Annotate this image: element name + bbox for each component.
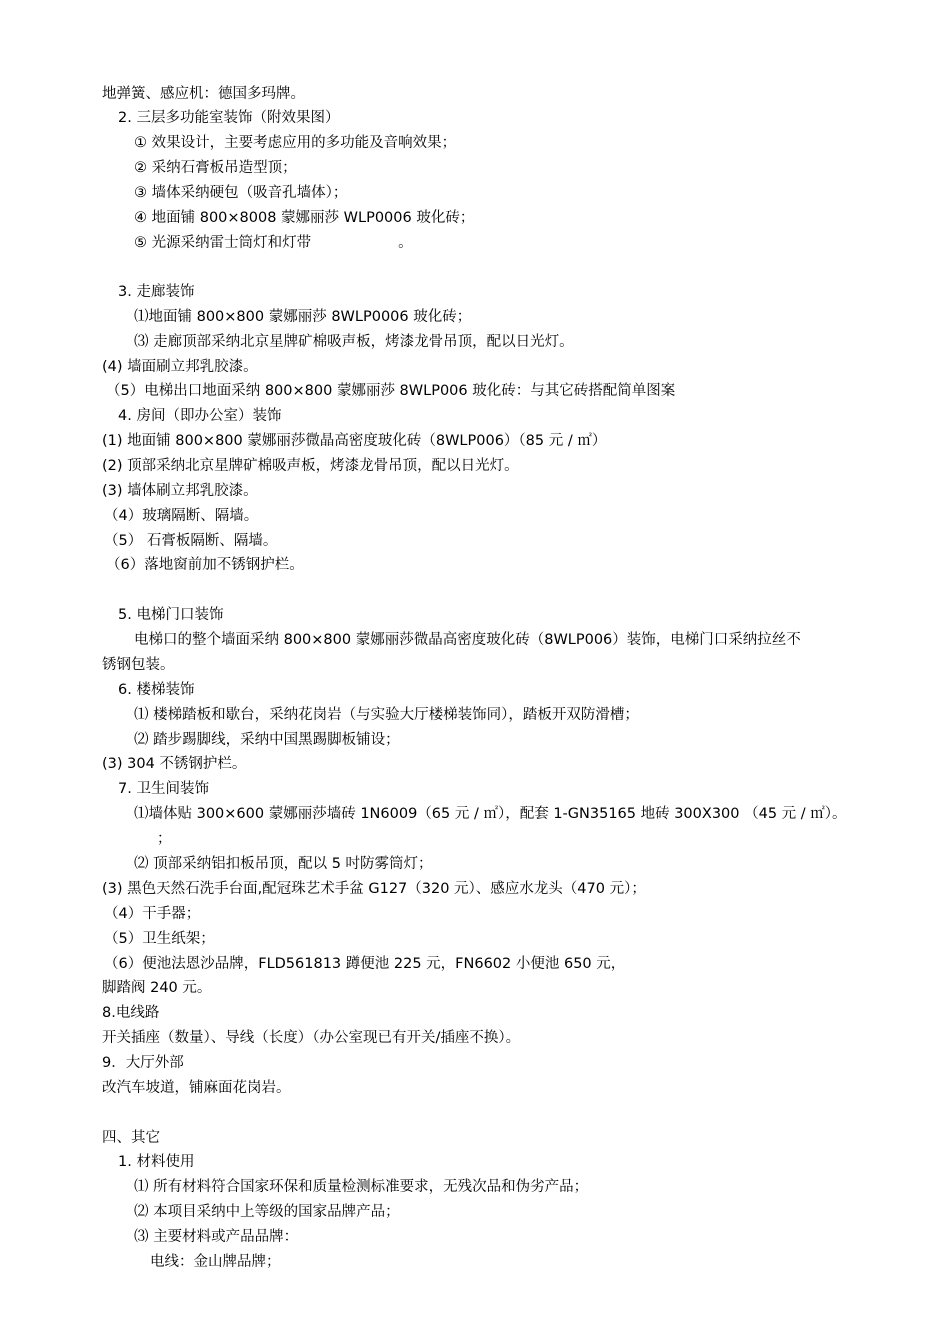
list-item: ⑵ 本项目采纳中上等级的国家品牌产品； bbox=[134, 1204, 400, 1220]
list-item: 电线：金山牌品牌； bbox=[150, 1254, 281, 1270]
list-item: (2) 顶部采纳北京星牌矿棉吸声板，烤漆龙骨吊顶，配以日光灯。 bbox=[102, 458, 519, 474]
paragraph-line: 电梯口的整个墙面采纳 800×800 蒙娜丽莎微晶高密度玻化砖（8WLP006）装饰，电梯门口采纳拉丝不 bbox=[134, 632, 801, 648]
list-item: ⑶ 走廊顶部采纳北京星牌矿棉吸声板，烤漆龙骨吊顶，配以日光灯。 bbox=[134, 334, 574, 350]
section-heading: 2. 三层多功能室装饰（附效果图） bbox=[118, 110, 340, 126]
section-heading: 9．大厅外部 bbox=[102, 1055, 184, 1071]
list-item: ⑶ 主要材料或产品品牌： bbox=[134, 1229, 299, 1245]
section-heading: 8.电线路 bbox=[102, 1005, 160, 1021]
list-item: ⑤ 光源采纳雷士筒灯和灯带 。 bbox=[134, 235, 413, 251]
list-item: ； bbox=[157, 831, 172, 847]
paragraph-line: 开关插座（数量）、导线（长度）（办公室现已有开关/插座不换）。 bbox=[102, 1030, 521, 1046]
section-heading: 3. 走廊装饰 bbox=[118, 284, 195, 300]
list-item: 脚踏阀 240 元。 bbox=[102, 980, 212, 996]
list-item: （5）卫生纸架； bbox=[104, 931, 215, 947]
list-item: ⑴地面铺 800×800 蒙娜丽莎 8WLP0006 玻化砖； bbox=[134, 309, 472, 325]
section-heading: 4. 房间（即办公室）装饰 bbox=[118, 408, 282, 424]
section-heading: 5. 电梯门口装饰 bbox=[118, 607, 224, 623]
list-item: (1) 地面铺 800×800 蒙娜丽莎微晶高密度玻化砖（8WLP006）（85 元 / ㎡） bbox=[102, 433, 607, 449]
list-item: ③ 墙体采纳硬包（吸音孔墙体）； bbox=[134, 185, 348, 201]
list-item: ② 采纳石膏板吊造型顶； bbox=[134, 160, 297, 176]
list-item: (3) 304 不锈钢护栏。 bbox=[102, 756, 247, 772]
list-item: (3) 黑色天然石洗手台面,配冠珠艺术手盆 G127（320 元）、感应水龙头（470 元）； bbox=[102, 881, 646, 897]
list-item: （4）玻璃隔断、隔墙。 bbox=[104, 508, 259, 524]
list-item: (4) 墙面刷立邦乳胶漆。 bbox=[102, 359, 258, 375]
paragraph-line: 改汽车坡道，铺麻面花岗岩。 bbox=[102, 1080, 291, 1096]
section-heading: 7. 卫生间装饰 bbox=[118, 781, 209, 797]
section-heading: 1. 材料使用 bbox=[118, 1154, 195, 1170]
paragraph-line: 锈钢包装。 bbox=[102, 657, 175, 673]
section-heading: 6. 楼梯装饰 bbox=[118, 682, 195, 698]
list-item: （4）干手器； bbox=[104, 906, 201, 922]
list-item: （5） 石膏板隔断、隔墙。 bbox=[104, 533, 278, 549]
list-item: ⑴ 楼梯踏板和歇台，采纳花岗岩（与实验大厅楼梯装饰同），踏板开双防滑槽； bbox=[134, 707, 639, 723]
list-item: ④ 地面铺 800×8008 蒙娜丽莎 WLP0006 玻化砖； bbox=[134, 210, 475, 226]
chapter-heading: 四、其它 bbox=[102, 1130, 160, 1146]
list-item: （5）电梯出口地面采纳 800×800 蒙娜丽莎 8WLP006 玻化砖：与其它砖搭配简单图案 bbox=[106, 383, 676, 399]
list-item: （6）落地窗前加不锈钢护栏。 bbox=[106, 557, 304, 573]
list-item: ⑵ 踏步踢脚线，采纳中国黑踢脚板铺设； bbox=[134, 732, 400, 748]
list-item: （6）便池法恩沙品牌，FLD561813 蹲便池 225 元，FN6602 小便池 650 元， bbox=[104, 956, 626, 972]
list-item: (3) 墙体刷立邦乳胶漆。 bbox=[102, 483, 258, 499]
list-item: ⑴墙体贴 300×600 蒙娜丽莎墙砖 1N6009（65 元 / ㎡），配套 1-GN35165 地砖 300X300 （45 元 / ㎡）。 bbox=[134, 806, 847, 822]
list-item: ⑴ 所有材料符合国家环保和质量检测标准要求，无残次品和伪劣产品； bbox=[134, 1179, 589, 1195]
text-line: 地弹簧、感应机：德国多玛牌。 bbox=[102, 86, 305, 102]
list-item: ⑵ 顶部采纳铝扣板吊顶，配以 5 吋防雾筒灯； bbox=[134, 856, 433, 872]
list-item: ① 效果设计，主要考虑应用的多功能及音响效果； bbox=[134, 135, 457, 151]
